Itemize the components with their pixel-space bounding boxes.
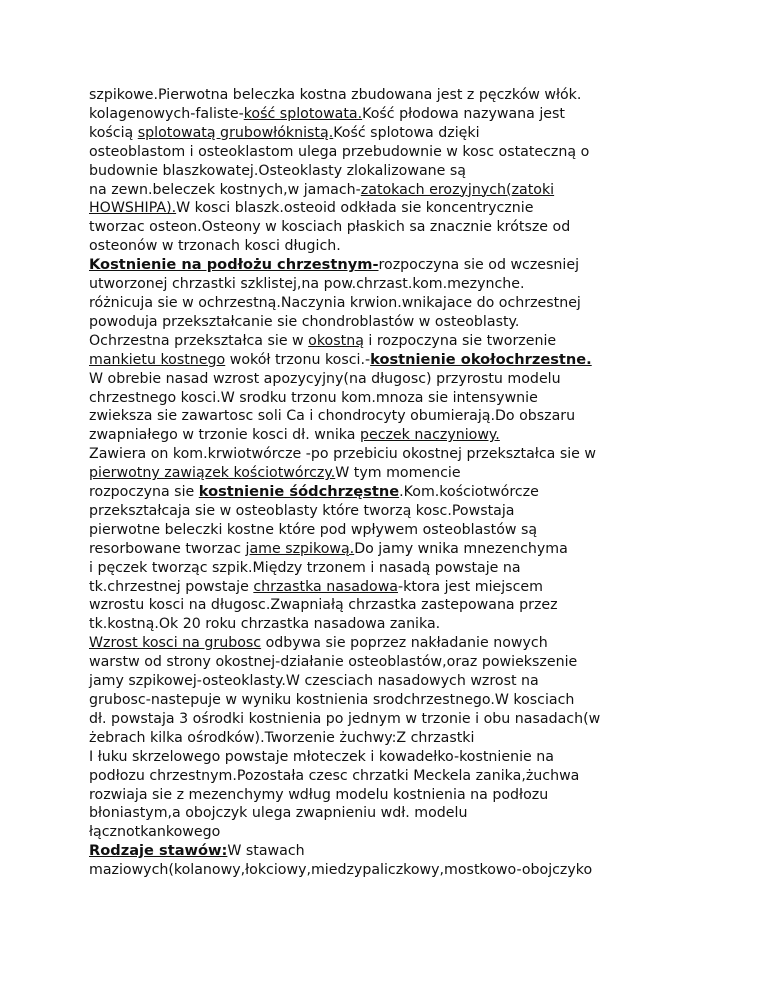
text-line: dł. powstaja 3 ośrodki kostnienia po jednym w trzonie i obu nasadach(w <box>89 710 601 727</box>
underlined-term: peczek naczyniowy. <box>359 427 500 444</box>
text-line: Rodzaje stawów:W stawach <box>89 842 305 860</box>
text-line: I łuku skrzelowego powstaje młoteczek i kowadełko-kostnienie na <box>89 748 554 765</box>
document-body <box>89 86 749 880</box>
text-line: kolagenowych-faliste-kość splotowata.Kość płodowa nazywana jest <box>89 105 565 122</box>
text-line: resorbowane tworzac jame szpikową.Do jamy wnika mnezenchyma <box>89 540 568 557</box>
underlined-term: jame szpikową. <box>245 540 355 557</box>
text-line: tk.kostną.Ok 20 roku chrzastka nasadowa zanika. <box>89 616 441 633</box>
text-line: różnicuja sie w ochrzestną.Naczynia krwion.wnikajace do ochrzestnej <box>89 294 581 311</box>
underlined-term: zatokach erozyjnych(zatoki <box>360 181 555 198</box>
text-line: W obrebie nasad wzrost apozycyjny(na długosc) przyrostu modelu <box>89 370 561 387</box>
text-line: chrzestnego kosci.W srodku trzonu kom.mnoza sie intensywnie <box>89 389 538 406</box>
text-line: warstw od strony okostnej-działanie osteoblastów,oraz powiekszenie <box>89 654 578 671</box>
text-line: rozpoczyna sie kostnienie śódchrzęstne.Kom.kościotwórcze <box>89 483 539 501</box>
text-line: i pęczek tworząc szpik.Między trzonem i nasadą powstaje na <box>89 559 521 576</box>
section-heading: kostnienie śódchrzęstne <box>198 483 400 501</box>
underlined-term: Wzrost kosci na grubosc <box>89 635 262 652</box>
text-line: Kostnienie na podłożu chrzestnym-rozpoczyna sie od wczesniej <box>89 256 580 274</box>
text-line: przekształcaja sie w osteoblasty które tworzą kosc.Powstaja <box>89 502 515 519</box>
underlined-term: chrzastka nasadowa <box>253 578 398 595</box>
underlined-term: kość splotowata. <box>243 105 363 122</box>
text-line: maziowych(kolanowy,łokciowy,miedzypaliczkowy,mostkowo-obojczyko <box>89 862 593 879</box>
underlined-term: mankietu kostnego <box>89 351 226 368</box>
text-line: zwapniałego w trzonie kosci dł. wnika peczek naczyniowy. <box>89 427 500 444</box>
underlined-term: okostną <box>308 332 364 349</box>
text-line: osteonów w trzonach kosci długich. <box>89 238 341 255</box>
text-line: zwieksza sie zawartosc soli Ca i chondrocyty obumierają.Do obszaru <box>89 408 576 425</box>
section-heading: Rodzaje stawów: <box>89 842 228 860</box>
text-line: Wzrost kosci na grubosc odbywa sie poprzez nakładanie nowych <box>89 635 548 652</box>
text-line: wzrostu kosci na długosc.Zwapniałą chrzastka zastepowana przez <box>89 597 558 614</box>
section-heading: kostnienie okołochrzestne. <box>370 350 592 368</box>
text-line: błoniastym,a obojczyk ulega zwapnieniu wdł. modelu <box>89 805 468 822</box>
text-line: tk.chrzestnej powstaje chrzastka nasadowa-ktora jest miejscem <box>89 578 543 595</box>
text-line: mankietu kostnego wokół trzonu kosci.-kostnienie okołochrzestne. <box>89 350 592 368</box>
text-line: Zawiera on kom.krwiotwórcze -po przebiciu okostnej przekształca sie w <box>89 446 597 463</box>
section-heading: Kostnienie na podłożu chrzestnym- <box>89 256 379 274</box>
text-line: podłozu chrzestnym.Pozostała czesc chrzatki Meckela zanika,żuchwa <box>89 767 580 784</box>
text-line: szpikowe.Pierwotna beleczka kostna zbudowana jest z pęczków włók. <box>89 87 582 103</box>
text-line: grubosc-nastepuje w wyniku kostnienia srodchrzestnego.W kosciach <box>89 692 575 708</box>
text-line: Ochrzestna przekształca sie w okostną i rozpoczyna sie tworzenie <box>89 332 557 349</box>
underlined-term: splotowatą grubowłóknistą. <box>137 124 334 141</box>
text-line: tworzac osteon.Osteony w kosciach płaskich sa znacznie krótsze od <box>89 219 571 236</box>
text-line: na zewn.beleczek kostnych,w jamach-zatokach erozyjnych(zatoki <box>89 181 555 198</box>
text-line: pierwotne beleczki kostne które pod wpływem osteoblastów są <box>89 521 538 538</box>
text-line: jamy szpikowej-osteoklasty.W czesciach nasadowych wzrost na <box>89 673 539 690</box>
text-line: budownie blaszkowatej.Osteoklasty zlokalizowane są <box>89 162 466 179</box>
text-line: osteoblastom i osteoklastom ulega przebudownie w kosc ostateczną o <box>89 143 590 160</box>
text-line: utworzonej chrzastki szklistej,na pow.chrzast.kom.mezynche. <box>89 276 525 293</box>
underlined-term: HOWSHIPA). <box>89 200 177 217</box>
underlined-term: pierwotny zawiązek kościotwórczy. <box>89 465 336 482</box>
text-line: kością splotowatą grubowłóknistą.Kość splotowa dzięki <box>89 124 480 141</box>
text-line: powoduja przekształcanie sie chondroblastów w osteoblasty. <box>89 313 520 330</box>
text-line: HOWSHIPA).W kosci blaszk.osteoid odkłada sie koncentrycznie <box>89 200 534 217</box>
text-line: łącznotkankowego <box>89 824 221 841</box>
text-line: rozwiaja sie z mezenchymy wdług modelu kostnienia na podłozu <box>89 786 549 803</box>
text-line: pierwotny zawiązek kościotwórczy.W tym momencie <box>89 465 461 482</box>
text-line: żebrach kilka ośrodków).Tworzenie żuchwy:Z chrzastki <box>89 729 475 746</box>
